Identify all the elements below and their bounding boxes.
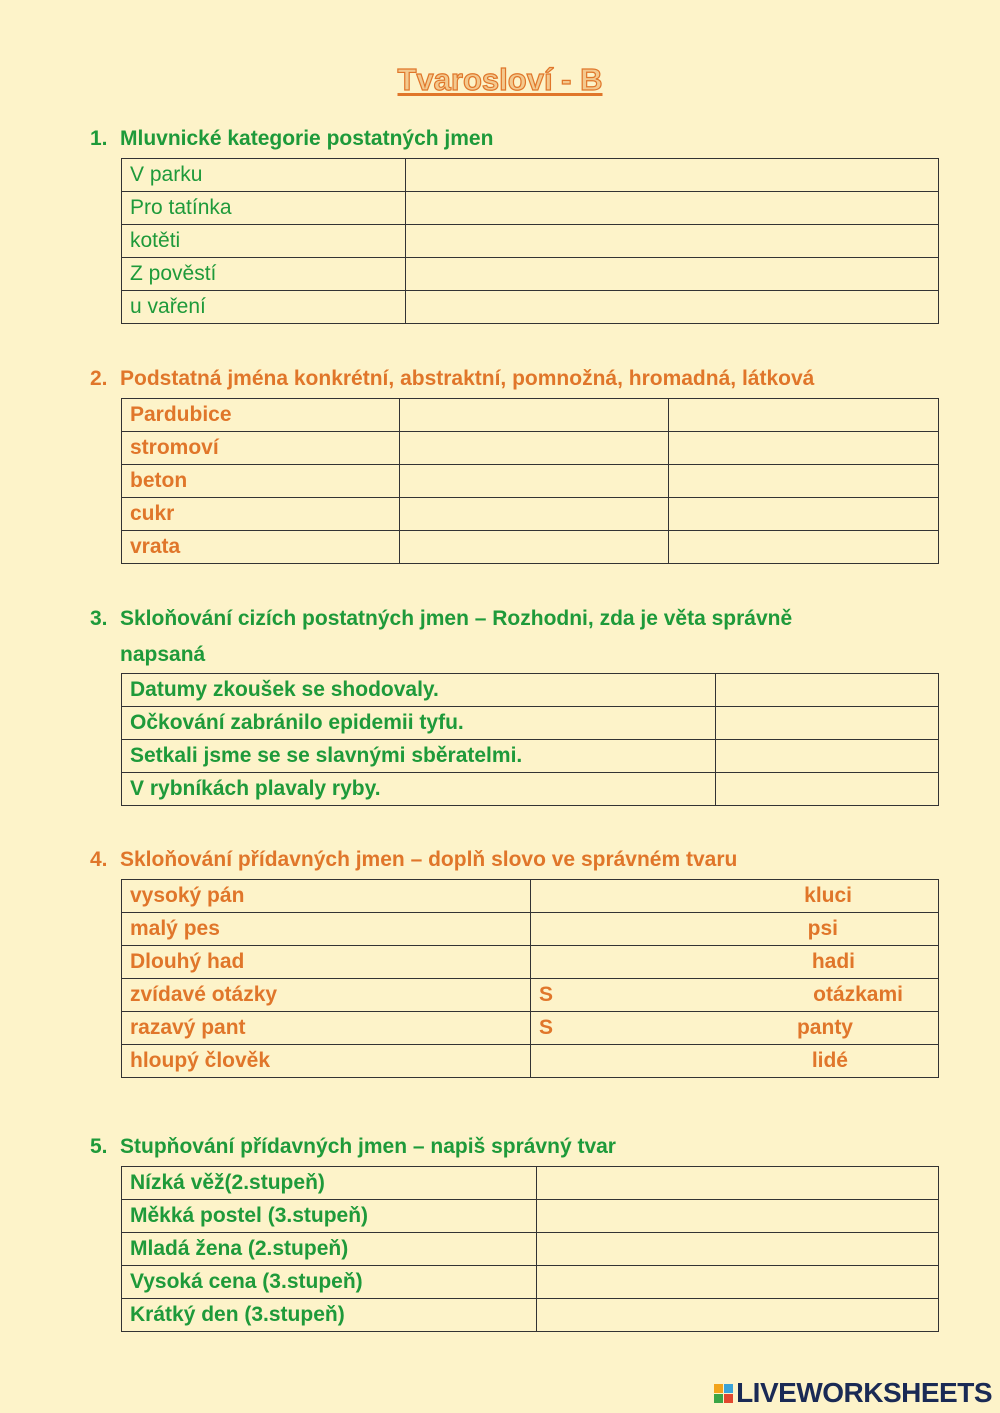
answer-cell[interactable]	[406, 192, 939, 225]
row-label: Z pověstí	[122, 258, 406, 291]
row-label: V parku	[122, 159, 406, 192]
table-row	[122, 399, 939, 432]
answer-cell[interactable]	[531, 1012, 939, 1045]
answer-cell[interactable]	[531, 913, 939, 946]
answer-cell[interactable]	[406, 291, 939, 324]
row-label: kotěti	[122, 225, 406, 258]
row-label: Pro tatínka	[122, 192, 406, 225]
answer-cell[interactable]	[537, 1200, 939, 1233]
table-row	[122, 1233, 939, 1266]
answer-noun: hadi	[811, 950, 855, 973]
row-label: Měkká postel (3.stupeň)	[122, 1200, 537, 1233]
table-row	[122, 531, 939, 564]
answer-cell[interactable]	[669, 399, 939, 432]
section-number: 4.	[90, 848, 108, 871]
section-title: Mluvnické kategorie postatných jmen	[120, 127, 494, 150]
table-row	[122, 1299, 939, 1332]
answer-cell[interactable]	[716, 773, 939, 806]
table-row	[122, 707, 939, 740]
answer-cell[interactable]	[400, 432, 669, 465]
answer-cell[interactable]	[531, 880, 939, 913]
row-label: zvídavé otázky	[122, 979, 531, 1012]
answer-cell[interactable]	[716, 674, 939, 707]
row-label: Setkali jsme se se slavnými sběratelmi.	[122, 740, 716, 773]
section-5-table	[121, 1166, 939, 1332]
answer-cell[interactable]	[400, 498, 669, 531]
section-5-heading	[90, 1129, 880, 1165]
answer-noun: psi	[807, 917, 838, 940]
row-label: Mladá žena (2.stupeň)	[122, 1233, 537, 1266]
table-row	[122, 159, 939, 192]
section-title: Stupňování přídavných jmen – napiš správný tvar	[120, 1135, 616, 1158]
section-3-heading	[90, 601, 880, 673]
answer-cell[interactable]	[537, 1299, 939, 1332]
answer-cell[interactable]	[669, 498, 939, 531]
table-row	[122, 192, 939, 225]
row-label: Datumy zkoušek se shodovaly.	[122, 674, 716, 707]
row-label: Dlouhý had	[122, 946, 531, 979]
answer-noun: lidé	[811, 1049, 848, 1072]
table-row	[122, 291, 939, 324]
row-label: Vysoká cena (3.stupeň)	[122, 1266, 537, 1299]
row-label: razavý pant	[122, 1012, 531, 1045]
liveworksheets-logo	[714, 1377, 992, 1409]
answer-cell[interactable]	[406, 159, 939, 192]
answer-cell[interactable]	[669, 465, 939, 498]
page-title: Tvarosloví - B	[397, 62, 603, 97]
table-row	[122, 979, 939, 1012]
logo-text: LIVEWORKSHEETS	[736, 1377, 992, 1408]
row-label: Krátký den (3.stupeň)	[122, 1299, 537, 1332]
answer-cell[interactable]	[400, 399, 669, 432]
table-row	[122, 946, 939, 979]
section-1-heading	[90, 121, 880, 157]
table-row	[122, 913, 939, 946]
answer-cell[interactable]	[669, 531, 939, 564]
section-number: 3.	[90, 607, 108, 630]
row-label: cukr	[122, 498, 400, 531]
table-row	[122, 773, 939, 806]
row-label: Pardubice	[122, 399, 400, 432]
section-4-heading	[90, 842, 880, 878]
row-label: u vaření	[122, 291, 406, 324]
row-label: Očkování zabránilo epidemii tyfu.	[122, 707, 716, 740]
section-2-table	[121, 398, 939, 564]
answer-noun: kluci	[804, 884, 852, 907]
table-row	[122, 258, 939, 291]
table-row	[122, 498, 939, 531]
section-number: 2.	[90, 367, 108, 390]
section-1-table	[121, 158, 939, 324]
answer-cell[interactable]	[406, 258, 939, 291]
logo-mark-icon	[714, 1384, 733, 1403]
table-row	[122, 225, 939, 258]
answer-cell[interactable]	[406, 225, 939, 258]
answer-cell[interactable]	[531, 979, 939, 1012]
table-row	[122, 674, 939, 707]
section-4-table	[121, 879, 939, 1078]
section-title: Skloňování cizích postatných jmen – Rozhodni, zda je věta správně napsaná	[120, 607, 793, 666]
table-row	[122, 740, 939, 773]
table-row	[122, 1167, 939, 1200]
row-label: vysoký pán	[122, 880, 531, 913]
table-row	[122, 1200, 939, 1233]
table-row	[122, 1045, 939, 1078]
answer-cell[interactable]	[400, 465, 669, 498]
answer-cell[interactable]	[669, 432, 939, 465]
table-row	[122, 880, 939, 913]
row-label: Nízká věž(2.stupeň)	[122, 1167, 537, 1200]
row-label: hloupý člověk	[122, 1045, 531, 1078]
answer-cell[interactable]	[716, 707, 939, 740]
answer-cell[interactable]	[531, 946, 939, 979]
section-title: Podstatná jména konkrétní, abstraktní, pomnožná, hromadná, látková	[120, 367, 815, 390]
row-label: vrata	[122, 531, 400, 564]
answer-cell[interactable]	[537, 1266, 939, 1299]
section-number: 1.	[90, 127, 108, 150]
section-3-table	[121, 673, 939, 806]
section-2-heading	[90, 361, 950, 397]
answer-cell[interactable]	[531, 1045, 939, 1078]
answer-noun: otázkami	[813, 983, 903, 1006]
answer-cell[interactable]	[537, 1167, 939, 1200]
answer-cell[interactable]	[537, 1233, 939, 1266]
table-row	[122, 465, 939, 498]
answer-cell[interactable]	[716, 740, 939, 773]
row-label: V rybníkách plavaly ryby.	[122, 773, 716, 806]
section-number: 5.	[90, 1135, 108, 1158]
table-row	[122, 432, 939, 465]
answer-prefix: S	[539, 983, 554, 1006]
table-row	[122, 1012, 939, 1045]
table-row	[122, 1266, 939, 1299]
answer-noun: panty	[796, 1016, 853, 1039]
row-label: malý pes	[122, 913, 531, 946]
section-title: Skloňování přídavných jmen – doplň slovo ve správném tvaru	[120, 848, 738, 871]
row-label: stromoví	[122, 432, 400, 465]
row-label: beton	[122, 465, 400, 498]
answer-cell[interactable]	[400, 531, 669, 564]
answer-prefix: S	[539, 1016, 554, 1039]
